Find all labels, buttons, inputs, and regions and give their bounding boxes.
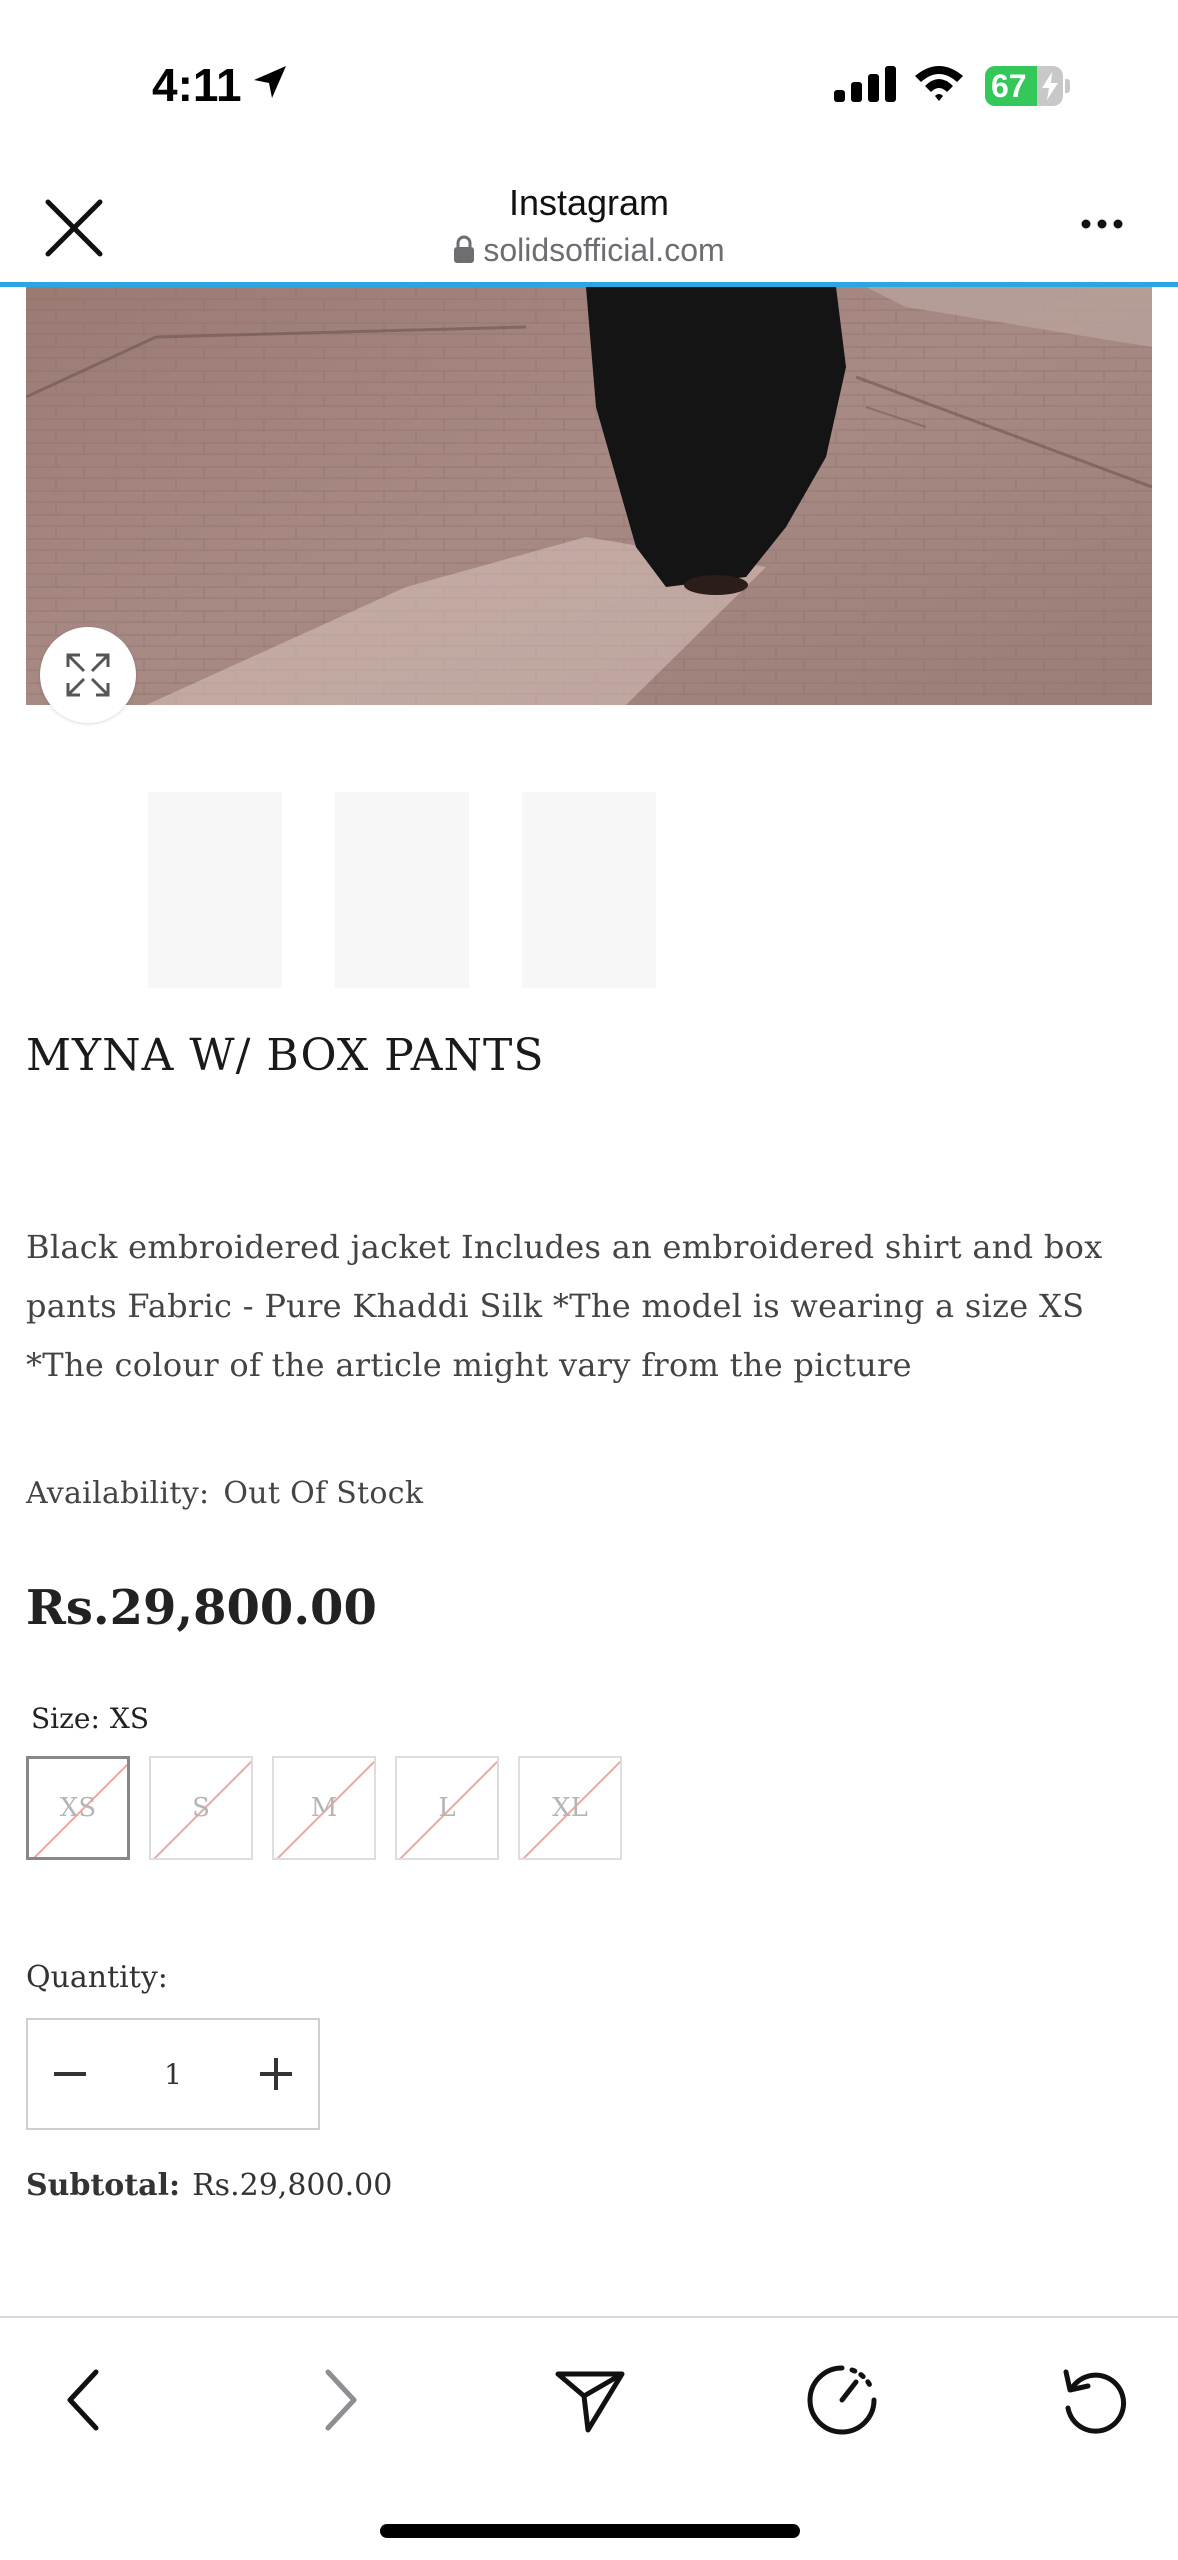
subtotal xyxy=(26,2168,392,2203)
expand-icon xyxy=(64,651,112,699)
size-option-label: S xyxy=(192,1793,210,1823)
location-arrow-icon xyxy=(250,62,290,102)
availability-value: Out Of Stock xyxy=(223,1476,424,1511)
quantity-increase-button[interactable] xyxy=(256,2054,296,2094)
size-label: Size: xyxy=(31,1702,100,1735)
quantity-decrease-button[interactable] xyxy=(50,2054,90,2094)
size-option-s[interactable] xyxy=(149,1756,253,1860)
page-url: solidsofficial.com xyxy=(483,232,725,268)
wifi-icon xyxy=(913,62,965,102)
more-icon xyxy=(1080,214,1124,234)
size-option-label: M xyxy=(310,1793,338,1823)
product-title: MYNA W/ BOX PANTS xyxy=(26,1030,545,1081)
gauge-icon xyxy=(800,2358,884,2442)
thumbnail-3[interactable] xyxy=(522,792,656,988)
minus-icon xyxy=(50,2054,90,2094)
home-indicator[interactable] xyxy=(380,2524,800,2538)
battery-percent: 67 xyxy=(991,68,1027,104)
send-icon xyxy=(548,2358,632,2442)
charging-bolt-icon xyxy=(1041,72,1059,100)
product-description: Black embroidered jacket Includes an embroidered shirt and box pants Fabric - Pure Khaddi Silk *The model is wearing a size XS *The colour of the article might vary from the picture xyxy=(26,1228,1103,1384)
more-options-button[interactable] xyxy=(1080,214,1124,234)
status-time: 4:11 xyxy=(152,59,242,111)
size-option-xl[interactable] xyxy=(518,1756,622,1860)
product-photo xyxy=(26,287,1152,705)
reload-icon xyxy=(1052,2358,1136,2442)
status-bar xyxy=(0,0,1178,170)
expand-image-button[interactable] xyxy=(40,627,136,723)
subtotal-label: Subtotal: xyxy=(26,2168,181,2203)
chevron-right-icon xyxy=(296,2358,380,2442)
cellular-signal-icon xyxy=(834,66,896,102)
plus-icon xyxy=(256,2054,296,2094)
battery-indicator xyxy=(985,66,1071,106)
forward-button[interactable] xyxy=(296,2358,380,2442)
share-button[interactable] xyxy=(548,2358,632,2442)
browser-header xyxy=(0,170,1178,284)
quantity-label: Quantity: xyxy=(26,1960,168,1995)
thumbnail-1[interactable] xyxy=(148,792,282,988)
size-selection-label xyxy=(31,1702,149,1735)
size-option-l[interactable] xyxy=(395,1756,499,1860)
product-image[interactable] xyxy=(26,287,1152,705)
size-option-label: L xyxy=(438,1793,456,1823)
availability-label: Availability: xyxy=(26,1476,210,1511)
size-option-label: XL xyxy=(552,1793,588,1823)
availability xyxy=(26,1476,423,1511)
quantity-input[interactable]: 1 xyxy=(164,2057,182,2091)
chevron-left-icon xyxy=(44,2358,128,2442)
product-price: Rs.29,800.00 xyxy=(26,1580,377,1636)
thumbnail-2[interactable] xyxy=(335,792,469,988)
browser-title: Instagram xyxy=(508,182,670,223)
subtotal-value: Rs.29,800.00 xyxy=(192,2168,393,2203)
reload-button[interactable] xyxy=(1052,2358,1136,2442)
size-option-label: XS xyxy=(59,1793,97,1823)
speed-button[interactable] xyxy=(800,2358,884,2442)
size-option-m[interactable] xyxy=(272,1756,376,1860)
lock-icon xyxy=(453,234,475,264)
back-button[interactable] xyxy=(44,2358,128,2442)
url-row xyxy=(0,232,1178,269)
selected-size: XS xyxy=(109,1702,150,1735)
quantity-stepper xyxy=(26,2018,320,2130)
size-option-xs[interactable] xyxy=(26,1756,130,1860)
